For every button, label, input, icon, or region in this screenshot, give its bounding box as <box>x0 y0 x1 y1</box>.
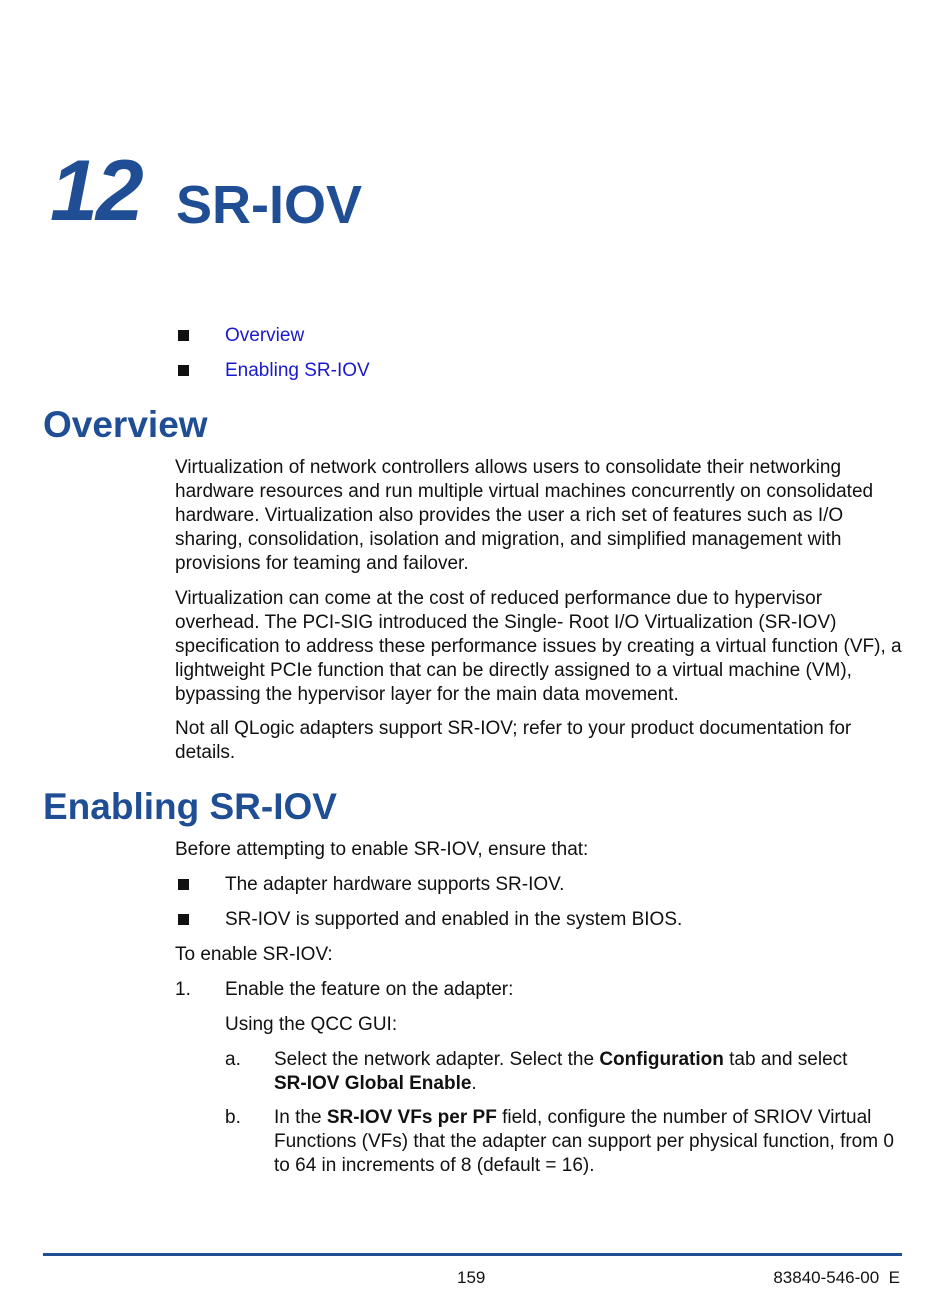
substep-b-text-2: field, configure the number of SRIOV Virtual Functions (VFs) that the adapter can support per physical function, from 0 to 64 in increments of 8 (default = 16). <box>274 1107 894 1176</box>
requirement-item: The adapter hardware supports SR-IOV. <box>225 874 565 895</box>
step-text: Enable the feature on the adapter: <box>225 979 514 1000</box>
enabling-intro: Before attempting to enable SR-IOV, ensure that: <box>175 839 589 860</box>
document-number: 83840-546-00 E <box>773 1268 900 1287</box>
step-number: 1. <box>175 979 191 1000</box>
substep-label: a. <box>225 1049 241 1070</box>
toc-link-overview[interactable]: Overview <box>225 325 305 346</box>
overview-paragraph-3: Not all QLogic adapters support SR-IOV; refer to your product documentation for details. <box>175 718 852 763</box>
substep-a-text-2: tab and select <box>723 1049 848 1070</box>
substep-label: b. <box>225 1107 241 1128</box>
requirement-bullet <box>178 879 189 890</box>
substep-a-text-1: Select the network adapter. Select the <box>274 1049 600 1070</box>
toc-link-enabling-sr-iov[interactable]: Enabling SR-IOV <box>225 360 370 381</box>
enabling-heading: Enabling SR-IOV <box>43 786 337 827</box>
substep-a-text <box>274 1048 904 1096</box>
page-number: 159 <box>457 1268 486 1287</box>
toc-bullet <box>178 330 189 341</box>
chapter-number: 12 <box>50 143 142 239</box>
requirement-item: SR-IOV is supported and enabled in the system BIOS. <box>225 909 683 930</box>
requirement-bullet <box>178 914 189 925</box>
substep-b-text-1: In the <box>274 1107 327 1128</box>
toc-bullet <box>178 365 189 376</box>
footer-rule <box>43 1253 902 1256</box>
using-gui-text: Using the QCC GUI: <box>225 1014 398 1035</box>
sr-iov-global-enable-term: SR-IOV Global Enable <box>274 1073 472 1094</box>
vfs-per-pf-term: SR-IOV VFs per PF <box>326 1107 497 1128</box>
overview-paragraph-2: Virtualization can come at the cost of reduced performance due to hypervisor overhead. The PCI-SIG introduced the Single- Root I/O Virtualization (SR-IOV) specification to address these performance issues by creating a virtual function (VF), a lightweight PCIe function that can be directly assigned to a virtual machine (VM), bypassing the hypervisor layer for the main data movement. <box>175 588 902 705</box>
to-enable-text: To enable SR-IOV: <box>175 944 333 965</box>
configuration-term: Configuration <box>599 1049 724 1070</box>
substep-a-text-3: . <box>471 1073 477 1094</box>
chapter-title: SR-IOV <box>176 175 363 235</box>
substep-b-text <box>274 1106 904 1178</box>
overview-paragraph-1: Virtualization of network controllers allows users to consolidate their networking hardware resources and run multiple virtual machines concurrently on consolidated hardware. Virtualization also provides the user a rich set of features such as I/O sharing, consolidation, isolation and migration, and simplified management with provisions for teaming and failover. <box>175 457 874 574</box>
overview-heading: Overview <box>43 404 208 445</box>
